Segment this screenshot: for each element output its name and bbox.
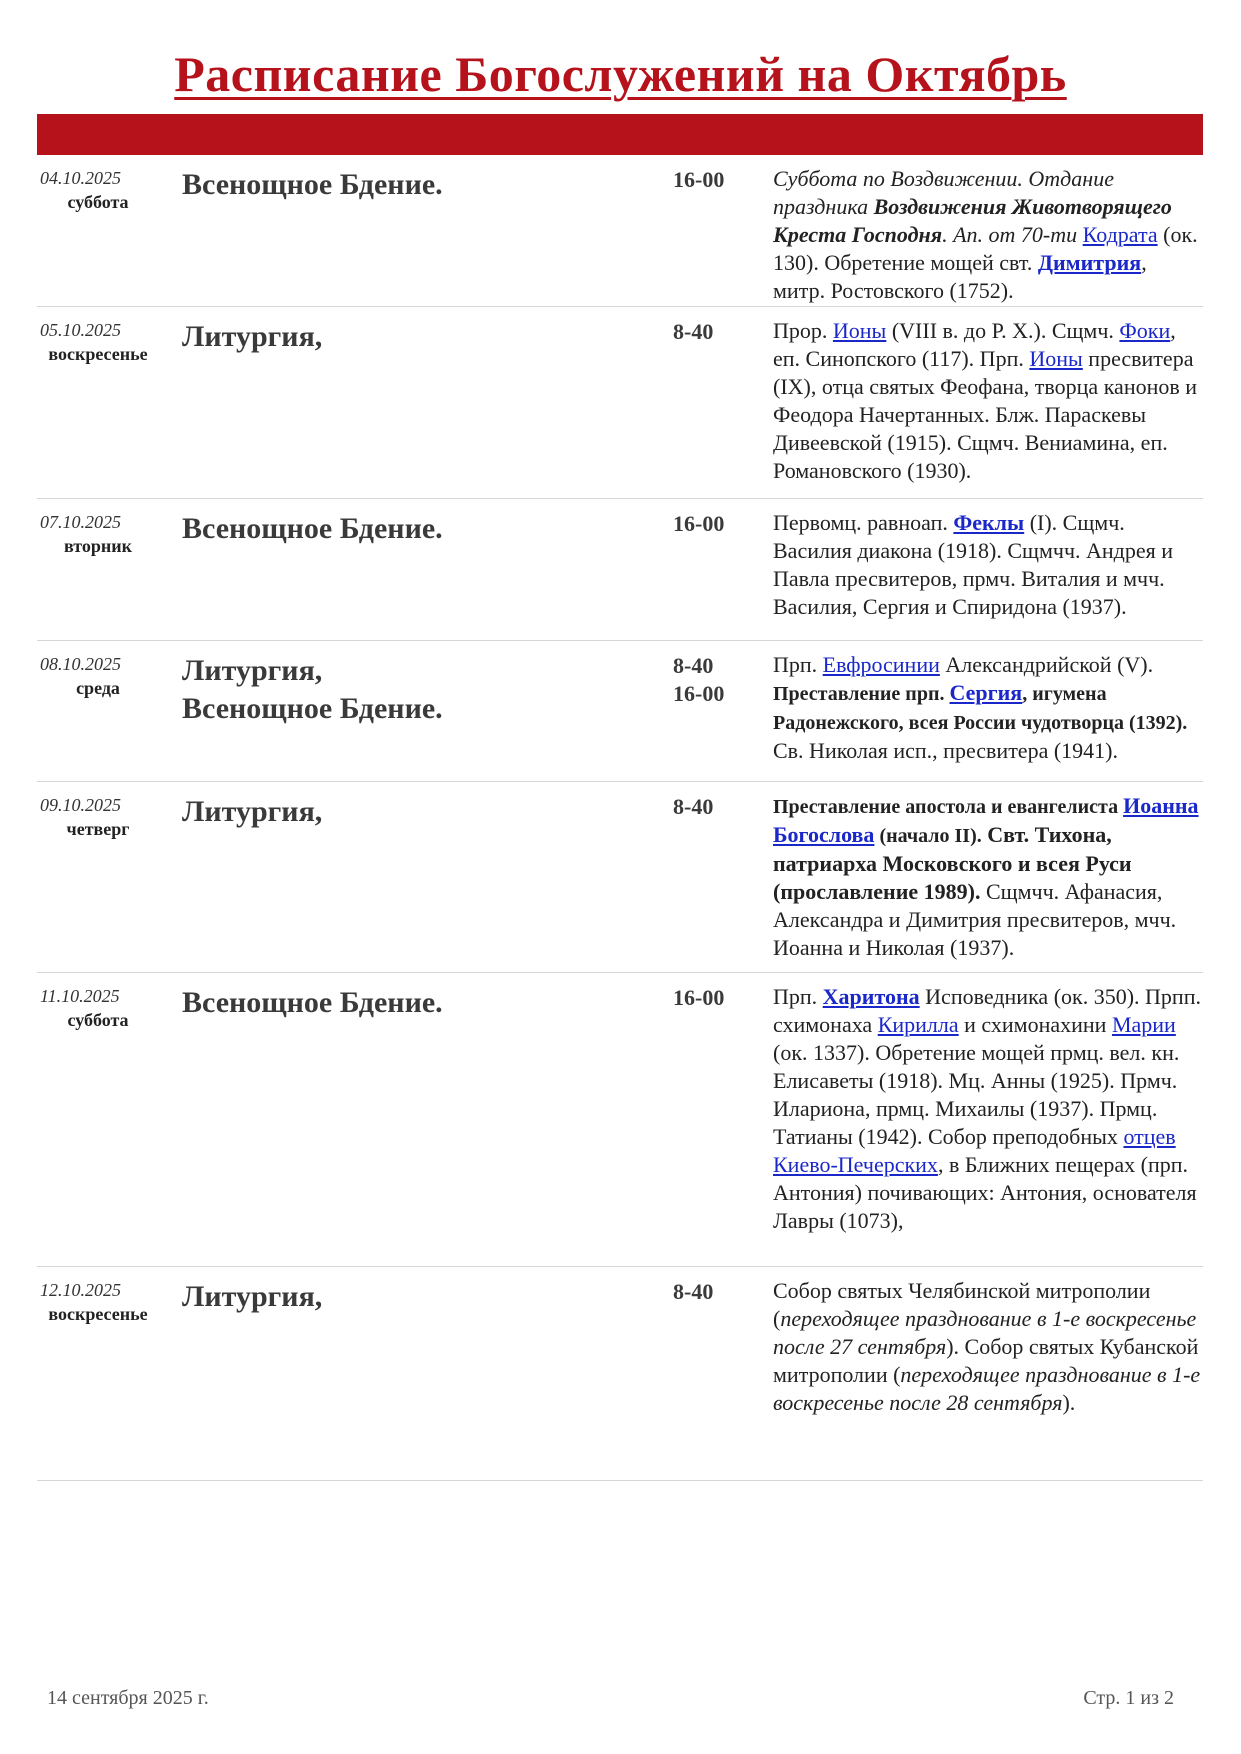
desc-text: Собор святых Челябинской митрополии ( <box>773 1278 1151 1331</box>
saint-link-maria[interactable]: Марии <box>1111 1012 1176 1037</box>
desc-text: Александрийской (V). <box>939 652 1154 677</box>
row-date: 05.10.2025 <box>40 320 121 340</box>
row-description <box>773 499 1203 629</box>
saint-link-iona[interactable]: Ионы <box>832 318 887 343</box>
desc-text: Суббота по Воздвижении. Отдание праздника <box>773 166 1114 219</box>
feast-text: (начало II). <box>874 825 982 847</box>
service-name: Всенощное Бдение. <box>182 986 443 1019</box>
saint-link-kodrat[interactable]: Кодрата <box>1082 222 1158 247</box>
desc-text: пресвитера (IX), отца святых Феофана, творца канонов и Феодора Начертанных. Блж. Параскевы Дивеевской (1915). Сщмч. Вениамина, еп. Романовского (1930). <box>773 346 1198 483</box>
desc-text: (I). Сщмч. Василия диакона (1918). Сщмчч. Андрея и Павла пресвитеров, прмч. Виталия и мчч. Василия, Сергия и Спиридона (1937). <box>773 510 1174 619</box>
row-description <box>773 307 1203 493</box>
row-date: 09.10.2025 <box>40 795 121 815</box>
saint-link-sergiy[interactable]: Сергия <box>949 680 1023 705</box>
desc-text: , еп. Синопского (117). Прп. <box>773 318 1176 371</box>
service-time: 16-00 <box>673 681 725 706</box>
feast-text: Преставление апостола и евангелиста <box>773 796 1124 818</box>
service-name: Литургия, <box>182 795 323 828</box>
row-weekday: четверг <box>66 819 130 839</box>
service-time: 8-40 <box>673 653 714 678</box>
service-time: 8-40 <box>673 1279 714 1304</box>
row-date: 04.10.2025 <box>40 168 121 188</box>
desc-text: Св. Николая исп., пресвитера (1941). <box>773 738 1118 763</box>
footer-page-number: Стр. 1 из 2 <box>1083 1687 1174 1709</box>
saint-link-iona-presbyter[interactable]: Ионы <box>1029 346 1083 371</box>
row-times <box>673 793 713 821</box>
desc-text: ). Собор святых Кубанской митрополии ( <box>773 1334 1199 1387</box>
feast-text: Свт. Тихона, патриарха Московского и всея Руси (прославление 1989). <box>773 822 1132 904</box>
schedule-row <box>37 973 1203 1267</box>
desc-text: Прп. <box>773 984 823 1009</box>
saint-link-khariton[interactable]: Харитона <box>822 984 920 1009</box>
row-services <box>182 510 443 548</box>
feast-text: Преставление прп. <box>773 683 950 705</box>
service-name: Всенощное Бдение. <box>182 168 443 201</box>
service-name: Всенощное Бдение. <box>182 512 443 545</box>
row-services <box>182 1278 322 1316</box>
row-weekday: среда <box>76 678 120 698</box>
schedule-row <box>37 641 1203 782</box>
row-services <box>182 318 322 356</box>
service-name: Литургия, <box>182 1280 323 1313</box>
row-services <box>182 166 443 204</box>
row-weekday: воскресенье <box>48 1304 148 1324</box>
row-weekday: воскресенье <box>48 344 148 364</box>
service-name: Литургия, <box>182 654 323 687</box>
row-weekday: суббота <box>67 192 129 212</box>
schedule-row <box>37 155 1203 307</box>
desc-text: и схимонахини <box>958 1012 1112 1037</box>
row-date: 11.10.2025 <box>40 986 120 1006</box>
row-times <box>673 166 724 194</box>
desc-note: переходящее празднование в 1-е воскресенье после 28 сентября <box>773 1362 1201 1415</box>
schedule-table <box>37 155 1203 1481</box>
saint-link-kievo-pechersk[interactable]: отцев Киево-Печерских <box>773 1124 1176 1177</box>
desc-text: (VIII в. до Р. Х.). Сщмч. <box>886 318 1120 343</box>
desc-text: ). <box>1062 1390 1076 1415</box>
service-time: 16-00 <box>673 167 725 192</box>
row-description <box>773 155 1203 313</box>
row-weekday: суббота <box>67 1010 129 1030</box>
row-times <box>673 318 713 346</box>
row-date: 12.10.2025 <box>40 1280 121 1300</box>
desc-text: (ок. 1337). Обретение мощей прмц. вел. кн. Елисаветы (1918). Мц. Анны (1925). Прмч. Илариона, прмц. Михаилы (1937). Прмц. Татианы (1942). Собор преподобных <box>773 1040 1180 1149</box>
header-band <box>37 114 1203 155</box>
feast-text: , игумена Радонежского, всея России чудотворца (1392). <box>773 683 1188 734</box>
desc-text: Первомц. равноап. <box>773 510 954 535</box>
schedule-row <box>37 499 1203 641</box>
desc-text: (ок. 130). Обретение мощей свт. <box>773 222 1198 275</box>
desc-text: , в Ближних пещерах (прп. Антония) почивающих: Антония, основателя Лавры (1073), <box>773 1152 1197 1233</box>
desc-text: . Ап. от 70-ти <box>942 222 1083 247</box>
schedule-row <box>37 782 1203 973</box>
desc-text: Прп. <box>773 652 823 677</box>
desc-text: Исповедника (ок. 350). Прпп. схимонаха <box>773 984 1201 1037</box>
row-times <box>673 510 724 538</box>
service-time: 16-00 <box>673 511 725 536</box>
row-description <box>773 973 1203 1243</box>
desc-text: , митр. Ростовского (1752). <box>773 250 1147 303</box>
row-description <box>773 782 1203 970</box>
saint-link-fekla[interactable]: Феклы <box>953 510 1025 535</box>
desc-text: Прор. <box>773 318 833 343</box>
footer-date: 14 сентября 2025 г. <box>47 1687 209 1709</box>
row-times <box>673 984 724 1012</box>
row-description <box>773 641 1203 773</box>
desc-note: переходящее празднование в 1-е воскресенье после 27 сентября <box>773 1306 1197 1359</box>
service-time: 8-40 <box>673 319 714 344</box>
row-services <box>182 793 322 831</box>
page-title: Расписание Богослужений на Октябрь <box>174 46 1067 102</box>
row-description <box>773 1267 1203 1425</box>
service-name: Всенощное Бдение. <box>182 692 443 725</box>
schedule-row <box>37 1267 1203 1481</box>
saint-link-foka[interactable]: Фоки <box>1119 318 1171 343</box>
service-time: 8-40 <box>673 794 714 819</box>
saint-link-kirill[interactable]: Кирилла <box>877 1012 959 1037</box>
row-date: 08.10.2025 <box>40 654 121 674</box>
schedule-row <box>37 307 1203 499</box>
row-weekday: вторник <box>63 536 132 556</box>
saint-link-ioann-bogoslov[interactable]: Иоанна Богослова <box>773 793 1199 847</box>
desc-text: Сщмчч. Афанасия, Александра и Димитрия пресвитеров, мчч. Иоанна и Николая (1937). <box>773 879 1177 960</box>
service-name: Литургия, <box>182 320 323 353</box>
row-services <box>182 652 443 728</box>
row-times <box>673 1278 713 1306</box>
service-time: 16-00 <box>673 985 725 1010</box>
row-services <box>182 984 443 1022</box>
row-times <box>673 652 724 708</box>
saint-link-dimitry[interactable]: Димитрия <box>1037 250 1142 275</box>
feast-name: Воздвижения Животворящего Креста Господня <box>773 194 1172 247</box>
saint-link-evfrosinia[interactable]: Евфросинии <box>822 652 940 677</box>
row-date: 07.10.2025 <box>40 512 121 532</box>
